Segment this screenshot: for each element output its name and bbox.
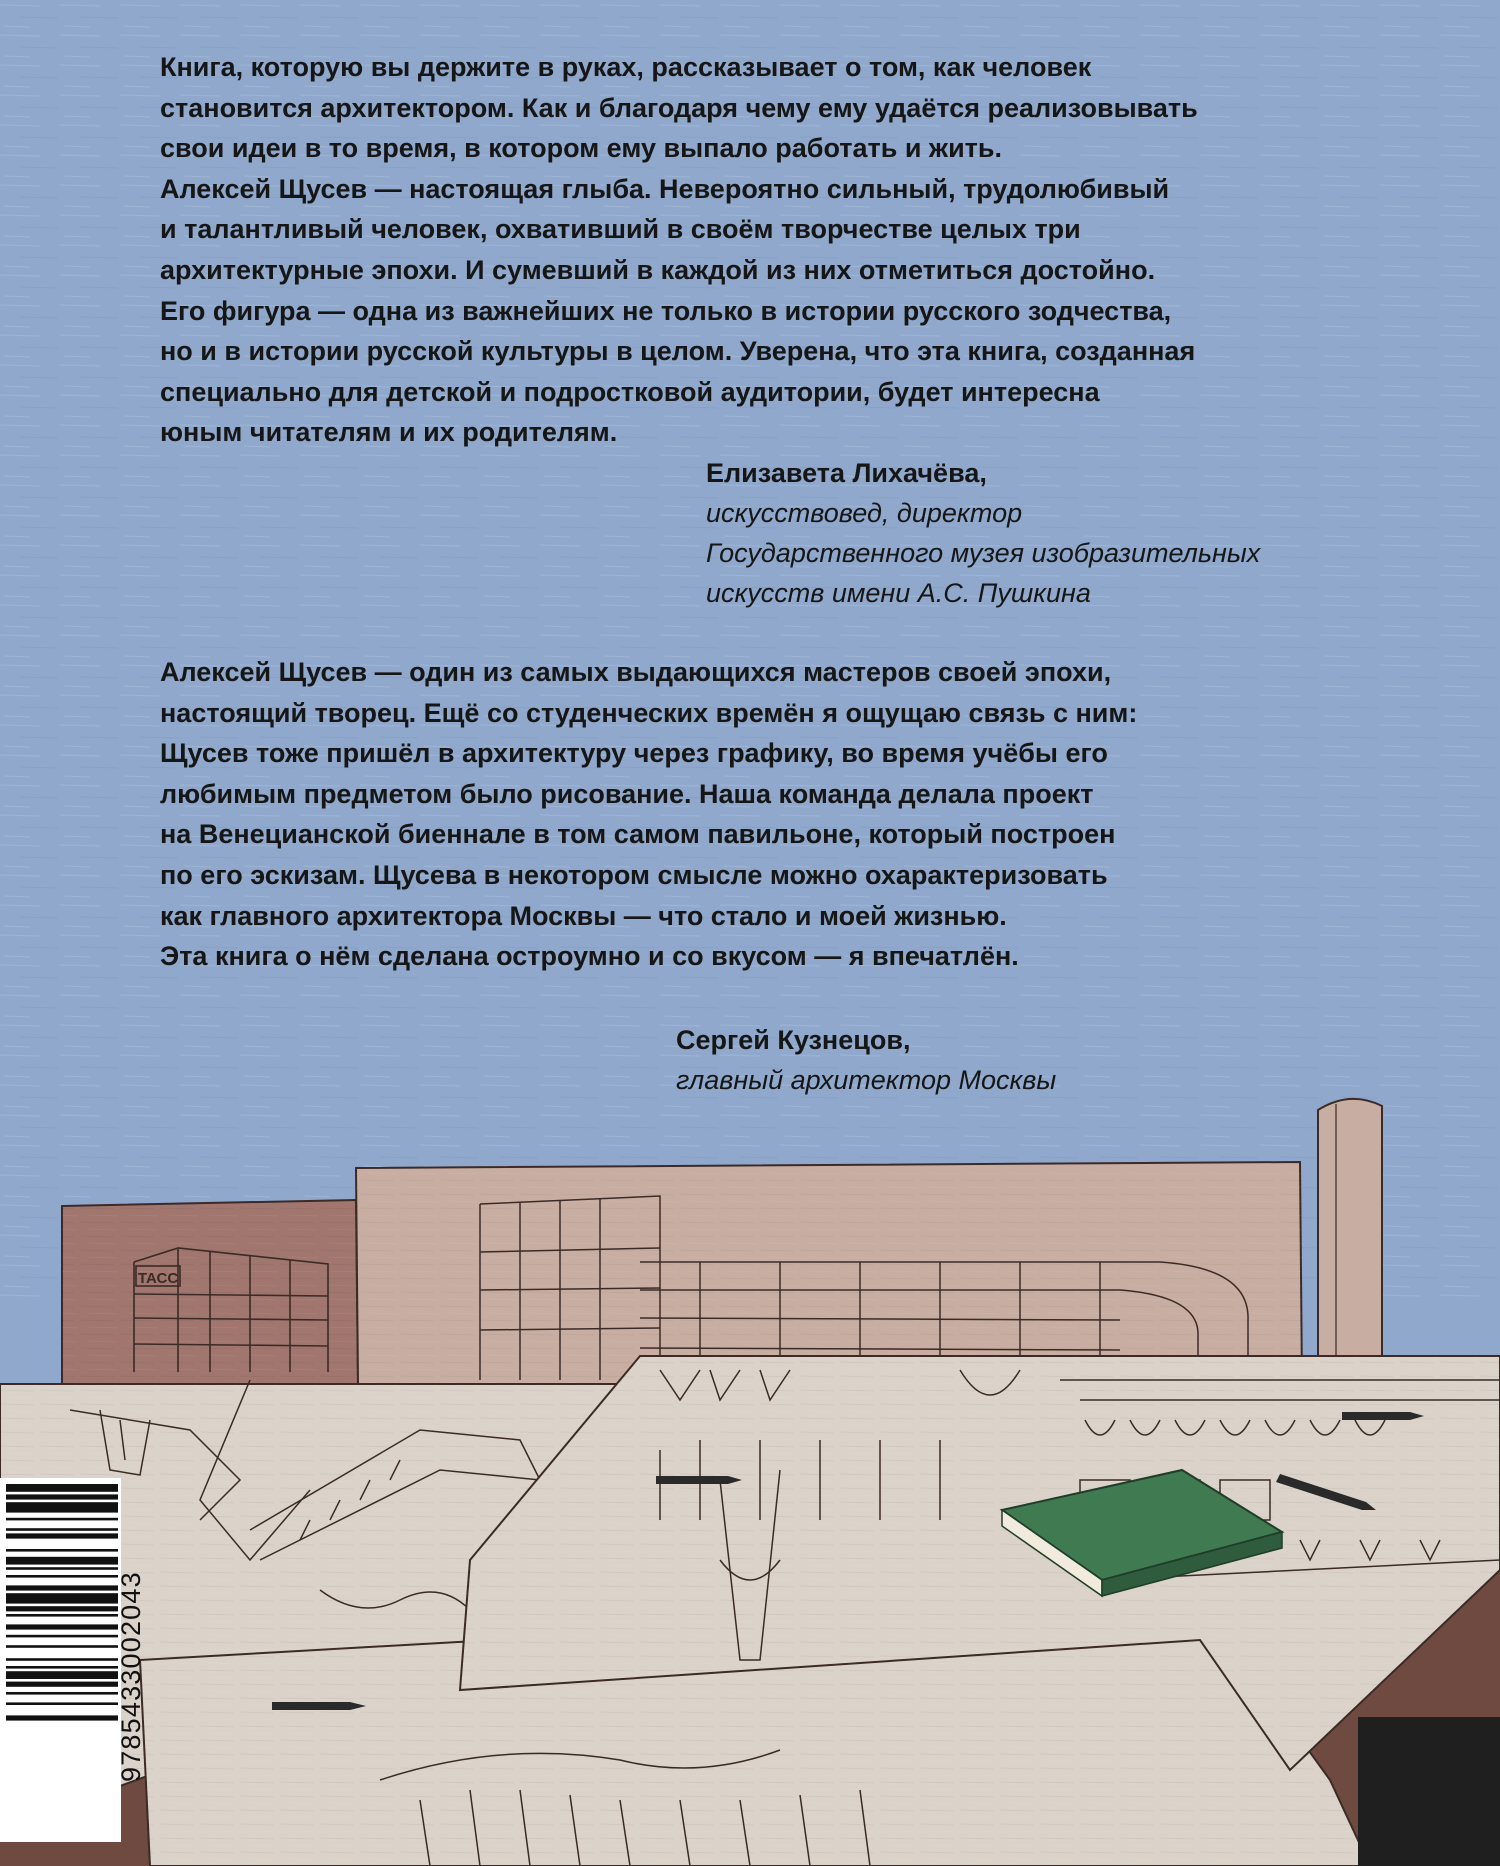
- quote-2-signature: [676, 1020, 1056, 1100]
- quote-1-role-line: Государственного музея изобразительных: [706, 538, 1261, 568]
- barcode-bar: [6, 1666, 118, 1669]
- barcode-bar: [6, 1624, 118, 1629]
- barcode-bar: [6, 1682, 118, 1687]
- building-sign-text: ТАСС: [137, 1270, 179, 1287]
- quote-1-role-line: искусств имени А.С. Пушкина: [706, 578, 1091, 608]
- isbn-barcode: [0, 1478, 121, 1842]
- barcode-bar: [6, 1533, 118, 1538]
- barcode-bar: [6, 1567, 118, 1570]
- quote-1-signature: [706, 453, 1260, 613]
- barcode-bar: [6, 1606, 118, 1611]
- barcode-bar: [6, 1502, 118, 1512]
- quote-1-role-line: искусствовед, директор: [706, 498, 1023, 528]
- barcode-bar: [6, 1575, 118, 1578]
- barcode-bar: [6, 1518, 118, 1521]
- barcode-bar: [6, 1614, 118, 1617]
- barcode-bar: [6, 1715, 118, 1720]
- barcode-bar: [6, 1635, 118, 1638]
- tower-drawing: [1318, 1099, 1382, 1390]
- barcode-bar: [6, 1557, 118, 1565]
- barcode-bar: [6, 1585, 118, 1590]
- barcode-bar: [6, 1494, 118, 1499]
- barcode-bar: [6, 1658, 118, 1661]
- central-building-drawing: [356, 1162, 1302, 1384]
- tass-building-drawing: [62, 1200, 358, 1384]
- isbn-digits: 9785433002043: [116, 1571, 146, 1782]
- intro-quote-text: Книга, которую вы держите в руках, рассказывает о том, как человек становится архитектором. Как и благодаря чему ему удаётся реализовывать свои идеи в то время, в котором ему выпало работать и жить. Алексей Щусев — настоящая глыба. Невероятно сильный, трудолюбивый и талантливый человек, охвативший в своём творчестве целых три архитектурные эпохи. И сумевший в каждой из них отметиться достойно. Его фигура — одна из важнейших не только в истории русского зодчества, но и в истории русской культуры в целом. Уверена, что эта книга, созданная специально для детской и подростковой аудитории, будет интересна юным читателям и их родителям.: [160, 52, 1198, 448]
- barcode-bar: [6, 1671, 118, 1679]
- second-quote-text: Алексей Щусев — один из самых выдающихся мастеров своей эпохи, настоящий творец. Ещё со студенческих времён я ощущаю связь с ним: Щусев тоже пришёл в архитектуру через графику, во время учёбы его любимым предметом было рисование. Наша команда делала проект на Венецианской биеннале в том самом павильоне, который построен по его эскизам. Щусева в некотором смысле можно охарактеризовать как главного архитектора Москвы — что стало и моей жизнью. Эта книга о нём сделана остроумно и со вкусом — я впечатлён.: [160, 657, 1138, 972]
- barcode-bar: [6, 1645, 118, 1648]
- quote-2-role-line: главный архитектор Москвы: [676, 1065, 1057, 1095]
- barcode-bar: [6, 1593, 118, 1603]
- barcode-bar: [6, 1702, 118, 1705]
- quote-2-author: Сергей Кузнецов,: [676, 1025, 911, 1055]
- barcode-bar: [6, 1484, 118, 1492]
- barcode-bars: [0, 1478, 121, 1842]
- barcode-bar: [6, 1549, 118, 1552]
- barcode-bar: [6, 1692, 118, 1695]
- corner-dark-block: [1358, 1717, 1500, 1866]
- barcode-bar: [6, 1528, 118, 1531]
- quote-1-author: Елизавета Лихачёва,: [706, 458, 987, 488]
